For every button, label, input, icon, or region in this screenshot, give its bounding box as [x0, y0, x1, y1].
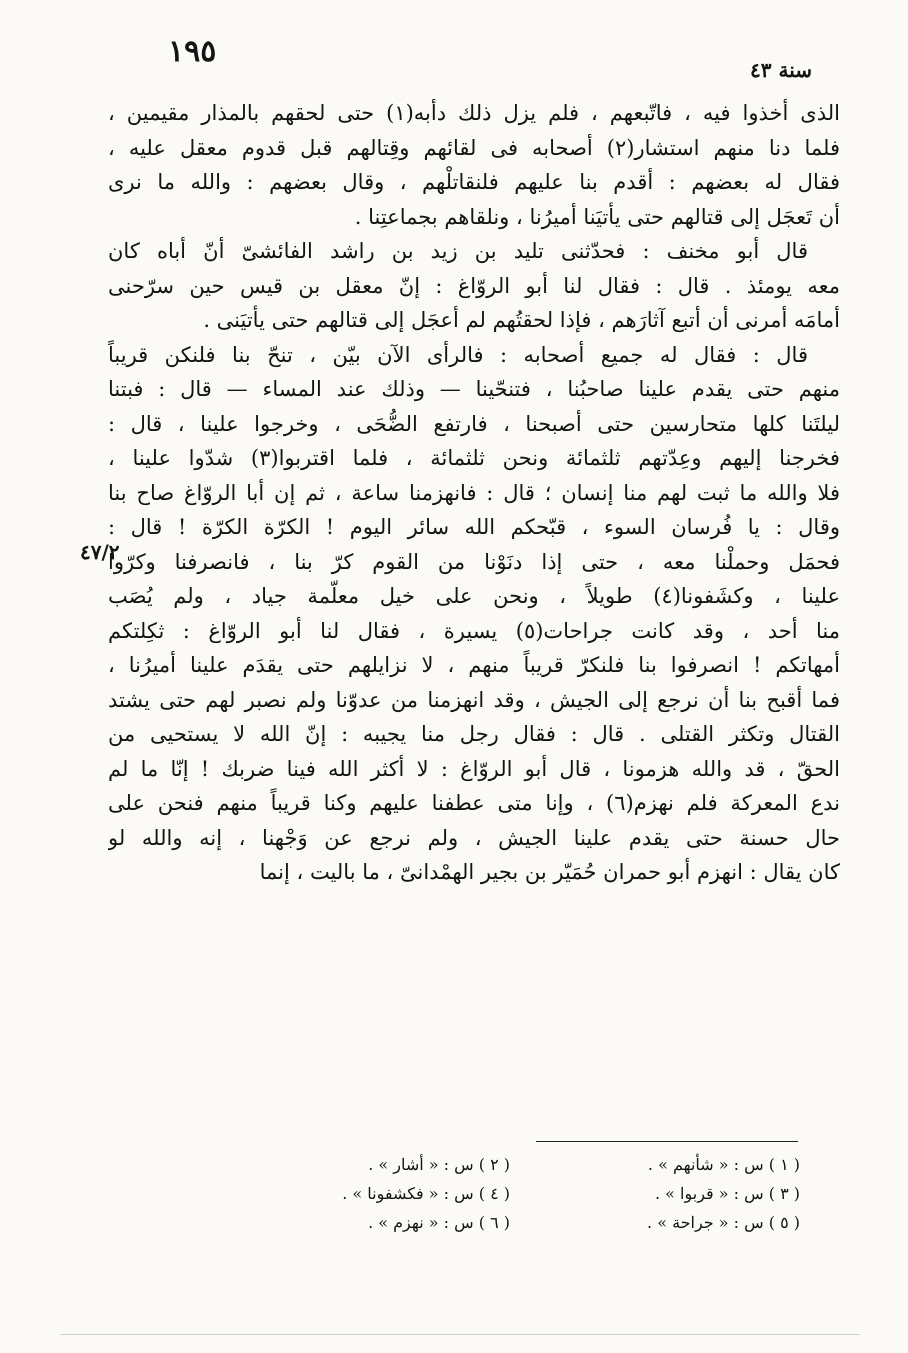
- main-text: [108, 96, 840, 890]
- footnote: ( ٣ ) س : « قربوا » .: [655, 1184, 800, 1203]
- text-line: فما أقبح بنا أن نرجع إلى الجيش ، وقد انهزمنا من عدوّنا ولم نصبر لهم حتى يشتد: [108, 687, 840, 712]
- text-line: معه يومئذ . قال : فقال لنا أبو الروّاغ : إنّ معقل بن قيس حين سرّحنى: [108, 273, 840, 298]
- text-line: منهم حتى يقدم علينا صاحبُنا ، فتنحّينا — وذلك عند المساء — قال : فبتنا: [108, 377, 840, 401]
- text-line: فحمَل وحملْنا معه ، حتى إذا دنَوْنا من القوم كرّ بنا ، فانصرفنا وكرّوا: [108, 549, 840, 574]
- text-line: القتال وتكثر القتلى . قال : فقال رجل منا يجيبه : إنّ الله لا يستحيى من: [108, 722, 840, 746]
- page-number: ١٩٥: [168, 34, 217, 69]
- text-line: فخرجنا إليهم وعِدّتهم ثلثمائة ونحن ثلثمائة ، فلما اقتربوا(٣) شدّوا علينا ،: [108, 446, 840, 470]
- footnote: ( ٦ ) س : « نهزم » .: [368, 1213, 510, 1232]
- text-line: وقال : يا فُرسان السوء ، قبّحكم الله سائر اليوم ! الكرّة الكرّة ! قال :: [108, 515, 840, 539]
- text-line: علينا ، وكشَفونا(٤) طويلاً ، ونحن على خيل معلّمة جياد ، ولم يُصَب: [108, 584, 840, 608]
- text-line: الحقّ ، قد والله هزمونا ، قال أبو الروّاغ : لا أكثر الله فينا ضربك ! إنّا ما لم: [108, 756, 840, 781]
- text-line: فلا والله ما ثبت لهم منا إنسان ؛ قال : فانهزمنا ساعة ، ثم إن أبا الروّاغ صاح بنا: [108, 480, 840, 505]
- text-line: الذى أخذوا فيه ، فاتّبعهم ، فلم يزل ذلك دأبه(١) حتى لحقهم بالمذار مقيمين ،: [108, 101, 840, 125]
- footnotes-right-column: [550, 1150, 800, 1237]
- text-line: منا أحد ، وقد كانت جراحات(٥) يسيرة ، فقال لنا أبو الروّاغ : ثكِلتكم: [108, 618, 840, 643]
- page-bottom-edge: [60, 1334, 860, 1335]
- text-line: أن تَعجَل إلى قتالهم حتى يأتيَنا أميرُنا ، ونلقاهم بجماعتِنا .: [354, 204, 840, 229]
- footnotes-left-column: [260, 1150, 510, 1237]
- text-line: فقال له بعضهم : أقدم بنا عليهم فلنقاتلْهم ، وقال بعضهم : والله ما نرى: [108, 170, 840, 194]
- year-header: سنة ٤٣: [750, 58, 812, 82]
- footnote-divider: [536, 1141, 798, 1142]
- footnote: ( ٤ ) س : « فكشفونا » .: [342, 1184, 510, 1203]
- text-line: ليلتَنا كلها متحارسين حتى أصبحنا ، فارتفع الضُّحَى ، وخرجوا علينا ، قال :: [108, 411, 840, 436]
- text-line: فلما دنا منهم استشار(٢) أصحابه فى لقائهم وقِتالهم قبل قدوم معقل عليه ،: [108, 135, 840, 160]
- text-line: ندع المعركة فلم نهزم(٦) ، وإنا متى عطفنا عليهم وكنا قريباً منهم فنحن على: [108, 791, 840, 815]
- text-line: قال : فقال له جميع أصحابه : فالرأى الآن بيّن ، تنحّ بنا فلنكن قريباً: [108, 342, 808, 367]
- text-line: قال أبو مخنف : فحدّثنى تليد بن زيد بن راشد الفائشىّ أنّ أباه كان: [108, 239, 808, 263]
- footnote: ( ٥ ) س : « جراحة » .: [647, 1213, 800, 1232]
- footnote: ( ١ ) س : « شأنهم » .: [647, 1155, 800, 1174]
- margin-reference: ٤٧/٢: [80, 540, 120, 564]
- text-line: كان يقال : انهزم أبو حمران حُمَيّر بن بجير الهمْدانىّ ، ما باليت ، إنما: [259, 860, 840, 884]
- text-line: أمهاتكم ! انصرفوا بنا فلنكرّ قريباً منهم ، لا نزايلهم حتى يقدَم علينا أميرُنا ،: [108, 653, 840, 677]
- footnote: ( ٢ ) س : « أشار » .: [368, 1155, 510, 1174]
- text-line: حال حسنة حتى يقدم علينا الجيش ، ولم نرجع عن وَجْهنا ، إنه والله لو: [108, 825, 840, 850]
- text-line: أمامَه أمرنى أن أتبع آثارَهم ، فإذا لحقتُهم لم أعجَل إلى قتالهم حتى يأتيَنى .: [203, 308, 840, 332]
